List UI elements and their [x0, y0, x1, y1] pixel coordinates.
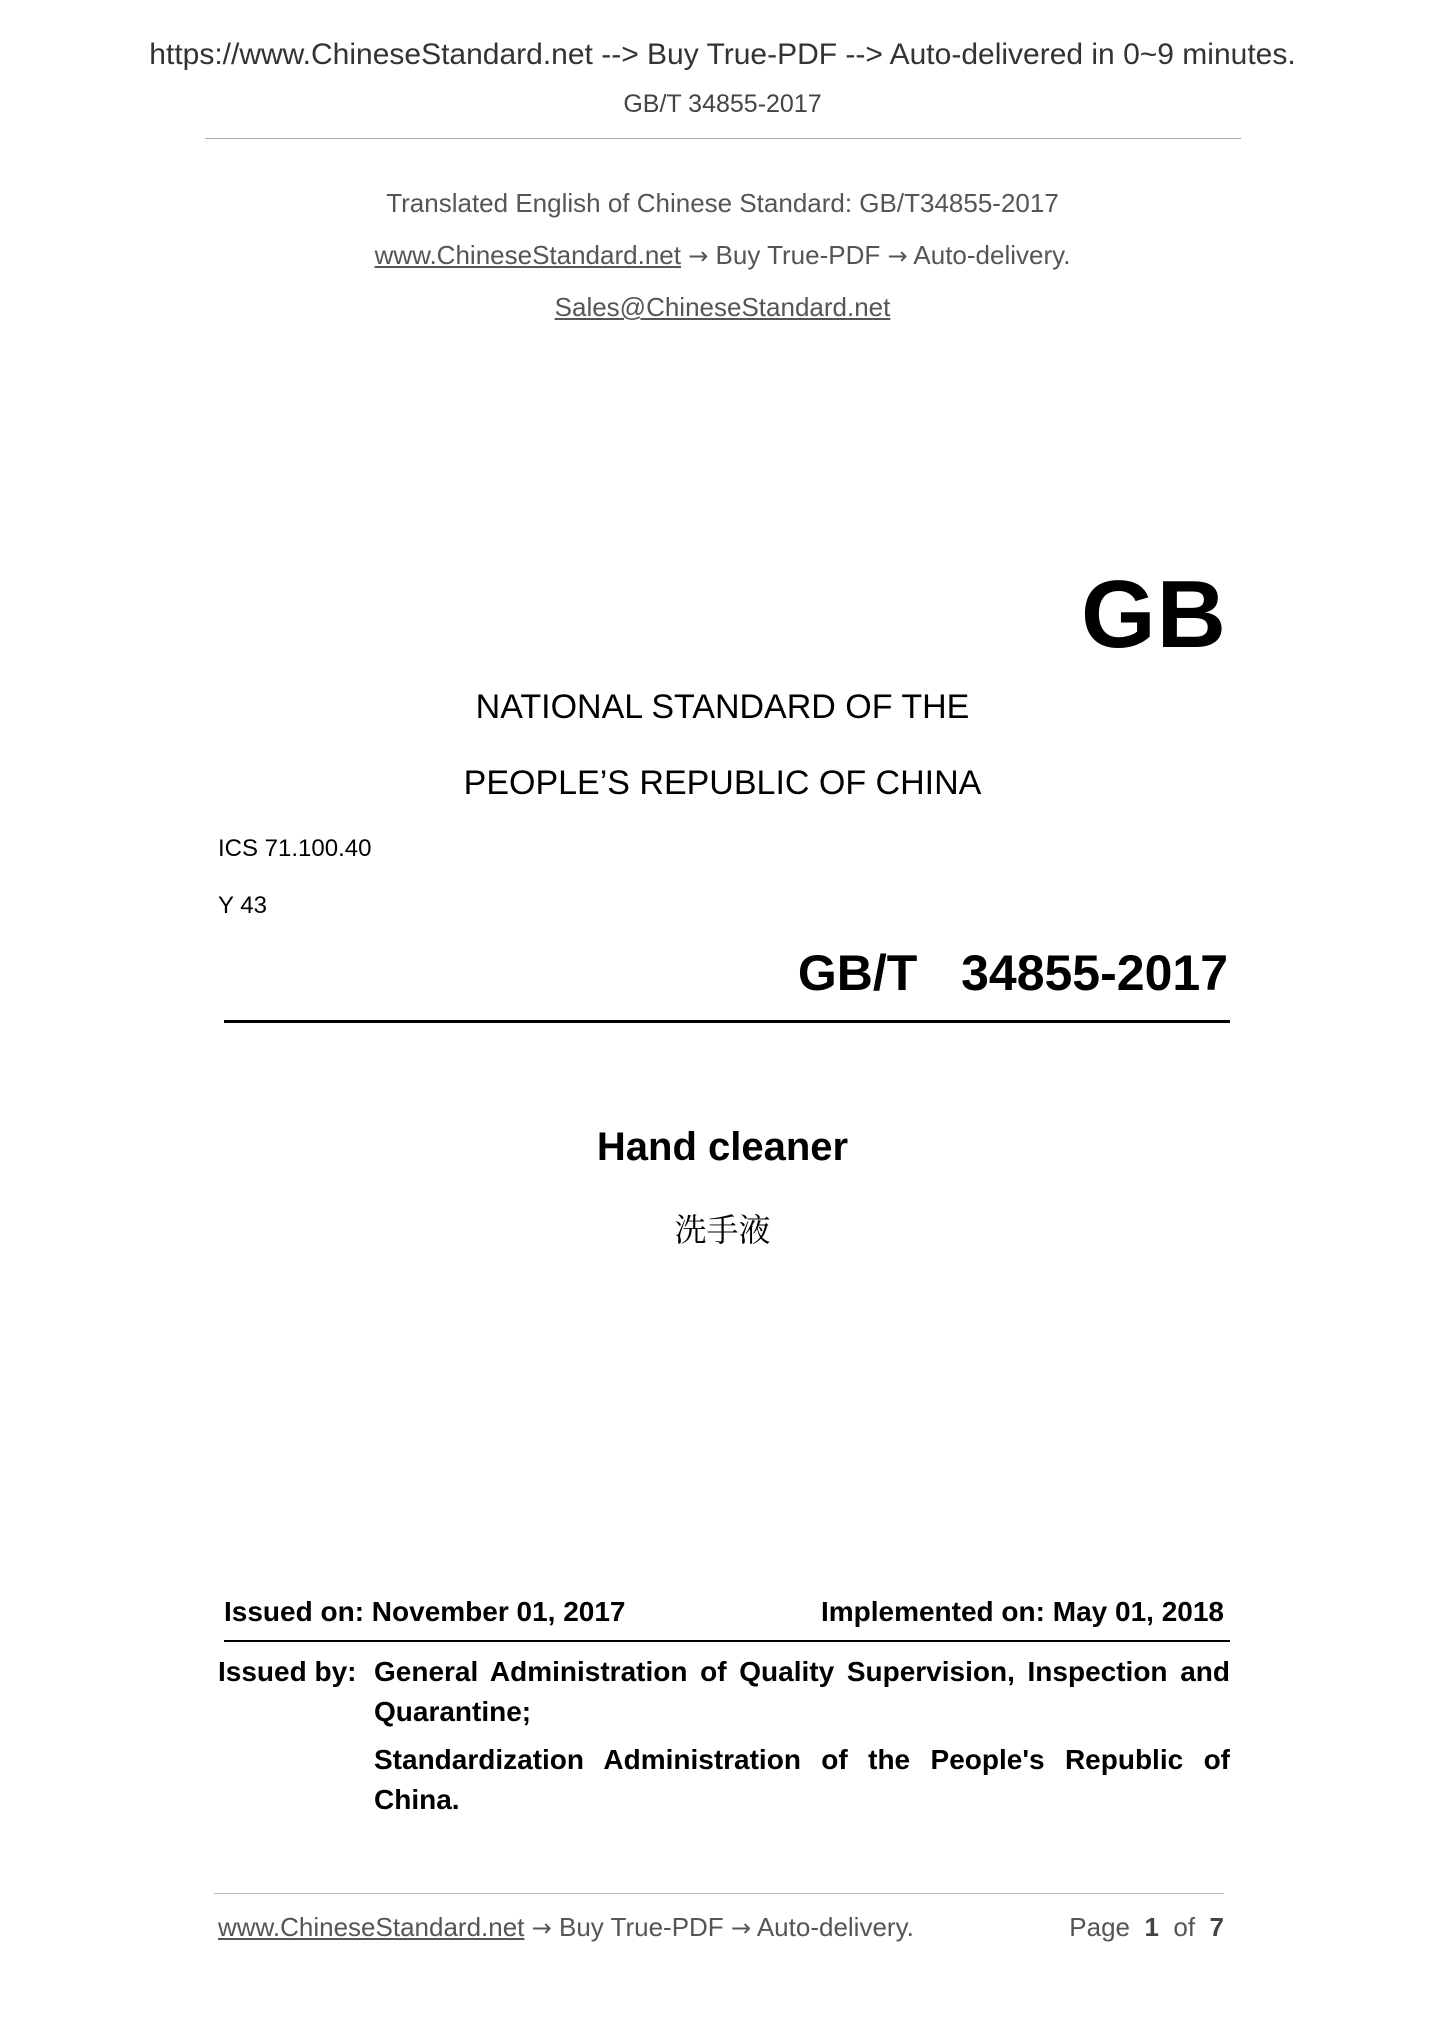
footer-buy-text: Buy True-PDF — [558, 1912, 724, 1942]
promo-purchase-line — [0, 240, 1445, 271]
ics-code: ICS 71.100.40 — [218, 835, 372, 862]
arrow-right-icon: → — [730, 1914, 752, 1942]
issuer-aqsiq: General Administration of Quality Supervision, Inspection and Quarantine; — [374, 1656, 1230, 1727]
promo-email-line — [0, 292, 1445, 323]
national-standard-heading-line2: PEOPLE’S REPUBLIC OF CHINA — [463, 764, 982, 802]
standard-number: GB/T 34855-2017 — [797, 945, 1228, 1001]
classification-code: Y 43 — [218, 892, 267, 919]
footer-purchase-line — [218, 1912, 914, 1943]
national-standard-heading-line1: NATIONAL STANDARD OF THE — [475, 688, 970, 726]
footer-delivery-text: Auto-delivery. — [756, 1912, 914, 1942]
footer-divider — [214, 1893, 1224, 1894]
issued-by-label: Issued by: — [218, 1656, 357, 1687]
promo-site-link[interactable]: www.ChineseStandard.net — [374, 240, 681, 270]
page-indicator — [1069, 1912, 1224, 1943]
header-divider — [205, 138, 1241, 139]
document-title-chinese: 洗手液 — [674, 1212, 771, 1248]
issuance-divider — [224, 1640, 1230, 1642]
standard-number-divider — [224, 1020, 1230, 1023]
header-banner: https://www.ChineseStandard.net --> Buy True-PDF --> Auto-delivered in 0~9 minutes. — [149, 38, 1296, 71]
page-current: 1 — [1144, 1912, 1159, 1942]
promo-buy-text: Buy True-PDF — [715, 240, 881, 270]
implemented-on-date: Implemented on: May 01, 2018 — [820, 1596, 1224, 1627]
arrow-right-icon: → — [688, 242, 709, 270]
footer-site-link[interactable]: www.ChineseStandard.net — [218, 1912, 525, 1942]
page-total: 7 — [1209, 1912, 1224, 1942]
page-label: Page — [1069, 1912, 1131, 1942]
page-of: of — [1173, 1912, 1196, 1942]
issued-on-date: Issued on: November 01, 2017 — [224, 1596, 626, 1627]
document-title-english: Hand cleaner — [596, 1125, 849, 1169]
sales-email-link[interactable]: Sales@ChineseStandard.net — [554, 292, 891, 322]
promo-delivery-text: Auto-delivery. — [913, 240, 1071, 270]
issued-by-block — [218, 1652, 1230, 1820]
promo-translation-line: Translated English of Chinese Standard: GB/T34855-2017 — [386, 188, 1059, 218]
arrow-right-icon: → — [531, 1914, 552, 1942]
gb-mark: GB — [1081, 561, 1227, 668]
arrow-right-icon: → — [887, 242, 908, 270]
header-standard-code: GB/T 34855-2017 — [623, 90, 822, 118]
issuer-sac: Standardization Administration of the People's Republic of China. — [374, 1744, 1230, 1815]
